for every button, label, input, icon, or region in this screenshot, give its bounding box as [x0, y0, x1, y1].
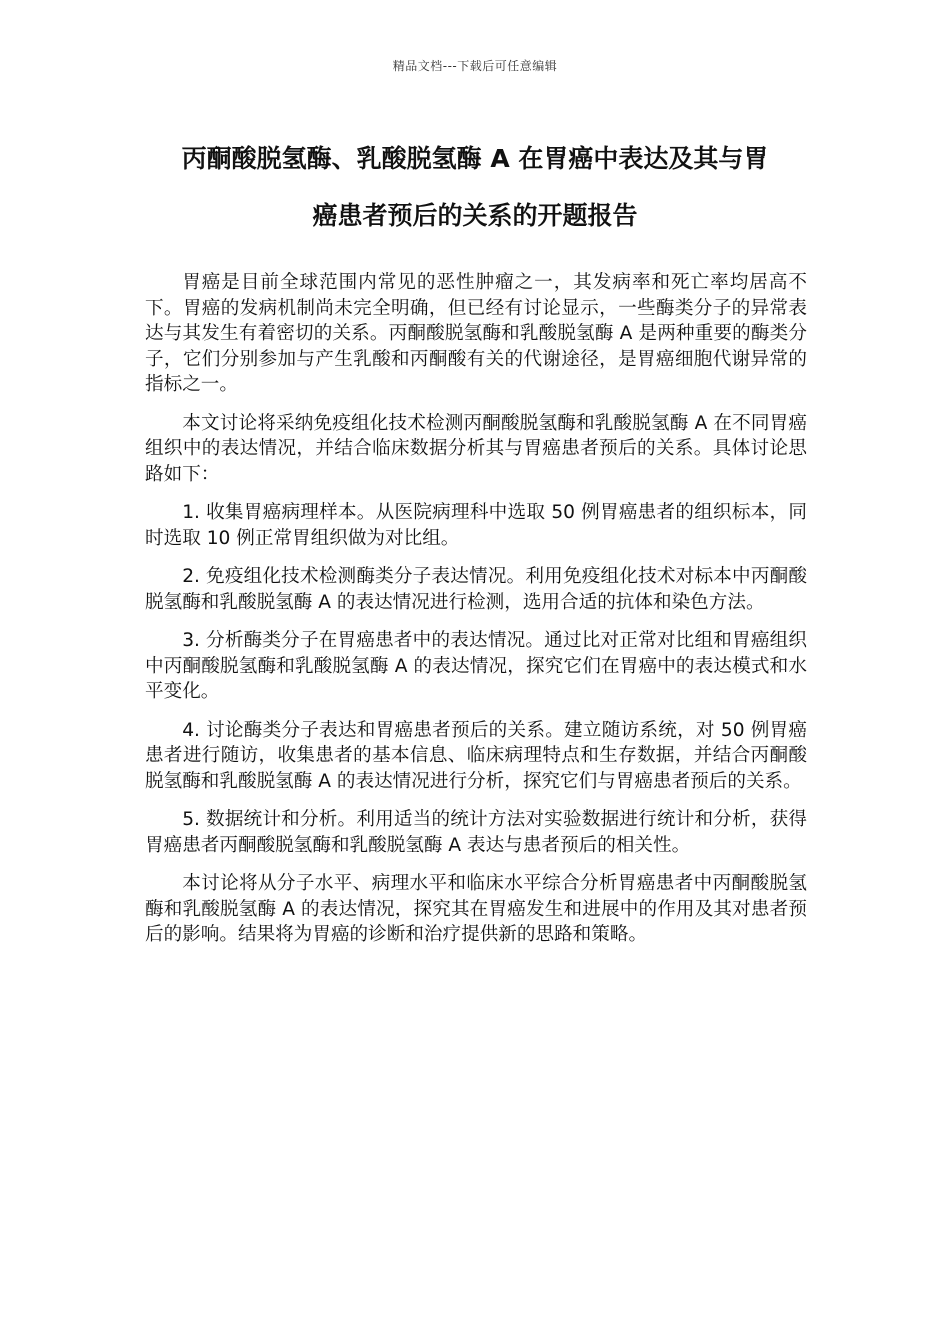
document-body: [145, 270, 807, 961]
paragraph-step-3: 3. 分析酶类分子在胃癌患者中的表达情况。通过比对正常对比组和胃癌组织中丙酮酸脱氢酶和乳酸脱氢酶 A 的表达情况，探究它们在胃癌中的表达模式和水平变化。: [145, 630, 807, 702]
paragraph-step-1: 1. 收集胃癌病理样本。从医院病理科中选取 50 例胃癌患者的组织标本，同时选取 10 例正常胃组织做为对比组。: [145, 502, 807, 549]
paragraph-conclusion: 本讨论将从分子水平、病理水平和临床水平综合分析胃癌患者中丙酮酸脱氢酶和乳酸脱氢酶 A 的表达情况，探究其在胃癌发生和进展中的作用及其对患者预后的影响。结果将为胃癌的诊断和治疗提供新的思路和策略。: [145, 873, 807, 945]
document-title-line-1: 丙酮酸脱氢酶、乳酸脱氢酶 A 在胃癌中表达及其与胃: [181, 144, 769, 173]
page-header-watermark: 精品文档---下载后可任意编辑: [392, 59, 558, 73]
document-title-line-2: 癌患者预后的关系的开题报告: [312, 201, 638, 230]
paragraph-step-4: 4. 讨论酶类分子表达和胃癌患者预后的关系。建立随访系统，对 50 例胃癌患者进行随访，收集患者的基本信息、临床病理特点和生存数据，并结合丙酮酸脱氢酶和乳酸脱氢酶 A 的表达情况进行分析，探究它们与胃癌患者预后的关系。: [145, 719, 807, 792]
paragraph-method-overview: 本文讨论将采纳免疫组化技术检测丙酮酸脱氢酶和乳酸脱氢酶 A 在不同胃癌组织中的表达情况，并结合临床数据分析其与胃癌患者预后的关系。具体讨论思路如下：: [145, 412, 807, 485]
paragraph-step-2: 2. 免疫组化技术检测酶类分子表达情况。利用免疫组化技术对标本中丙酮酸脱氢酶和乳酸脱氢酶 A 的表达情况进行检测，选用合适的抗体和染色方法。: [145, 566, 807, 613]
document-title: [140, 130, 810, 244]
paragraph-intro: 胃癌是目前全球范围内常见的恶性肿瘤之一，其发病率和死亡率均居高不下。胃癌的发病机制尚未完全明确，但已经有讨论显示，一些酶类分子的异常表达与其发生有着密切的关系。丙酮酸脱氢酶和乳酸脱氢酶 A 是两种重要的酶类分子，它们分别参加与产生乳酸和丙酮酸有关的代谢途径，是胃癌细胞代谢异常的指标之一。: [145, 272, 807, 395]
paragraph-step-5: 5. 数据统计和分析。利用适当的统计方法对实验数据进行统计和分析，获得胃癌患者丙酮酸脱氢酶和乳酸脱氢酶 A 表达与患者预后的相关性。: [145, 809, 807, 856]
